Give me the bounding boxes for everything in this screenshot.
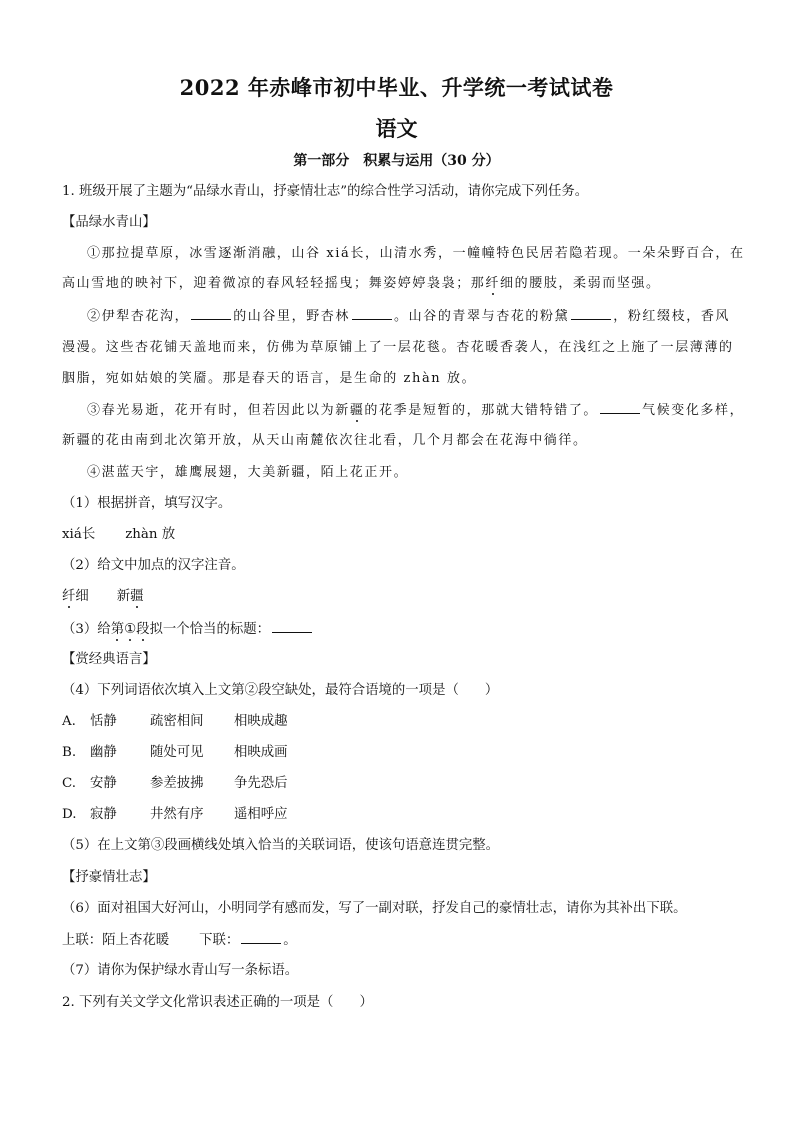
dotted-char: 疆 [130,589,144,604]
text: 。山谷的青翠与杏花的粉黛 [394,309,570,324]
text: ） [359,995,373,1010]
option-b [62,744,288,762]
option-word-1: 恬静 [90,714,117,729]
option-word-1: 寂静 [90,807,117,822]
question-1-stem: 1. 班级开展了主题为“品绿水青山，抒豪情壮志”的综合性学习活动，请你完成下列任务。 [62,184,589,199]
paragraph-2-line-3: 胭脂，宛如姑娘的笑靥。那是春天的语言，是生命的 zhàn 放。 [62,371,477,386]
subsection-heading-3: 【抒豪情壮志】 [62,870,156,885]
option-word-2: 随处可见 [150,745,204,760]
paragraph-2-line-1 [87,307,730,326]
subsection-heading-1: 【品绿水青山】 [62,215,156,230]
sub-question-1: （1）根据拼音，填写汉字。 [62,496,232,511]
fill-blank [571,307,611,320]
option-word-3: 争先恐后 [234,776,288,791]
paragraph-3-line-1 [87,401,744,420]
dotted-char: 段 [136,622,150,637]
fill-blank [600,401,640,414]
paragraph-3-line-2: 新疆的花由南到北次第开放，从天山南麓依次往北看，几个月都会在花海中徜徉。 [62,433,588,448]
paragraph-4: ④湛蓝天宇，雄鹰展翅，大美新疆，陌上花正开。 [87,465,409,480]
option-word-3: 相映成画 [234,745,288,760]
dotted-word-items [62,588,144,606]
option-letter: A. [62,714,76,729]
option-letter: C. [62,776,77,791]
option-word-3: 遥相呼应 [234,807,288,822]
option-word-3: 相映成趣 [234,714,288,729]
text: 气候变化多样， [642,403,745,418]
option-word-1: 安静 [90,776,117,791]
lower-couplet-label: 下联： [199,933,240,948]
sub-question-7: （7）请你为保护绿水青山写一条标语。 [62,963,299,978]
option-word-2: 井然有序 [150,807,204,822]
text: ③春光易逝，花开有时，但若因此以为新 [87,403,350,418]
text: 新 [116,589,131,604]
option-letter: D. [62,807,77,822]
paragraph-1-line-1: ①那拉提草原，冰雪逐渐消融，山谷 xiá长，山清水秀，一幢幢特色民居若隐若现。一朵朵野百合，在 [87,246,745,261]
text: ②伊犁杏花沟， [87,309,190,324]
couplet-line [62,931,297,950]
pinyin-item: zhàn 放 [125,527,176,542]
text: 高山雪地的映衬下，迎着微凉的春风轻轻摇曳；舞姿婷婷袅袅；那 [62,276,486,291]
text: （4）下列词语依次填入上文第②段空缺处，最符合语境的一项是（ [62,683,459,698]
paragraph-1-line-2 [62,275,661,293]
dotted-char: 疆 [349,403,365,418]
dotted-char: ① [124,622,137,637]
sub-question-5: （5）在上文第③段画横线处填入恰当的关联词语，使该句语意连贯完整。 [62,838,500,853]
upper-couplet: 上联：陌上杏花暖 [62,933,170,948]
section-heading: 第一部分 积累与运用（30 分） [293,153,500,169]
text: 2. 下列有关文学文化常识表述正确的一项是（ [62,995,334,1010]
paragraph-2-line-2: 漫漫。这些杏花铺天盖地而来，仿佛为草原铺上了一层花毯。杏花暖香袭人，在浅红之上施了一层薄薄的 [62,340,734,355]
sub-question-2: （2）给文中加点的汉字注音。 [62,558,245,573]
dotted-char: 第 [110,622,125,637]
fill-blank [272,620,312,633]
fill-blank [352,307,392,320]
subject-title: 语文 [375,116,418,141]
option-word-1: 幽静 [90,745,117,760]
exam-title: 2022 年赤峰市初中毕业、升学统一考试试卷 [179,75,614,100]
question-2-stem [62,994,373,1012]
sub-question-3 [62,620,314,639]
option-c [62,775,288,793]
text: 拟一个恰当的标题： [149,622,271,637]
subsection-heading-2: 【赏经典语言】 [62,652,156,667]
text: ） [484,683,499,698]
option-word-2: 参差披拂 [150,776,204,791]
sub-question-6: （6）面对祖国大好河山，小明同学有感而发，写了一副对联，抒发自己的豪情壮志，请你为其补出下联。 [62,901,687,916]
text: ，粉红缀枝，香风 [613,309,731,324]
text: （3）给 [62,622,111,637]
option-d [62,806,288,824]
option-word-2: 疏密相间 [150,714,204,729]
pinyin-items [62,526,175,544]
sub-question-4 [62,682,498,700]
option-a [62,713,288,731]
fill-blank [241,931,281,944]
pinyin-item: xiá长 [62,527,96,542]
text: 细 [75,589,89,604]
fill-blank [191,307,231,320]
text: 的山谷里，野杏林 [233,309,351,324]
text: 。 [283,933,297,948]
dotted-char: 纤 [62,589,76,604]
text: 细的腰肢，柔弱而坚强。 [500,276,661,291]
dotted-char: 纤 [485,276,501,291]
text: 的花季是短暂的，那就大错特错了。 [364,403,599,418]
option-letter: B. [62,745,77,760]
